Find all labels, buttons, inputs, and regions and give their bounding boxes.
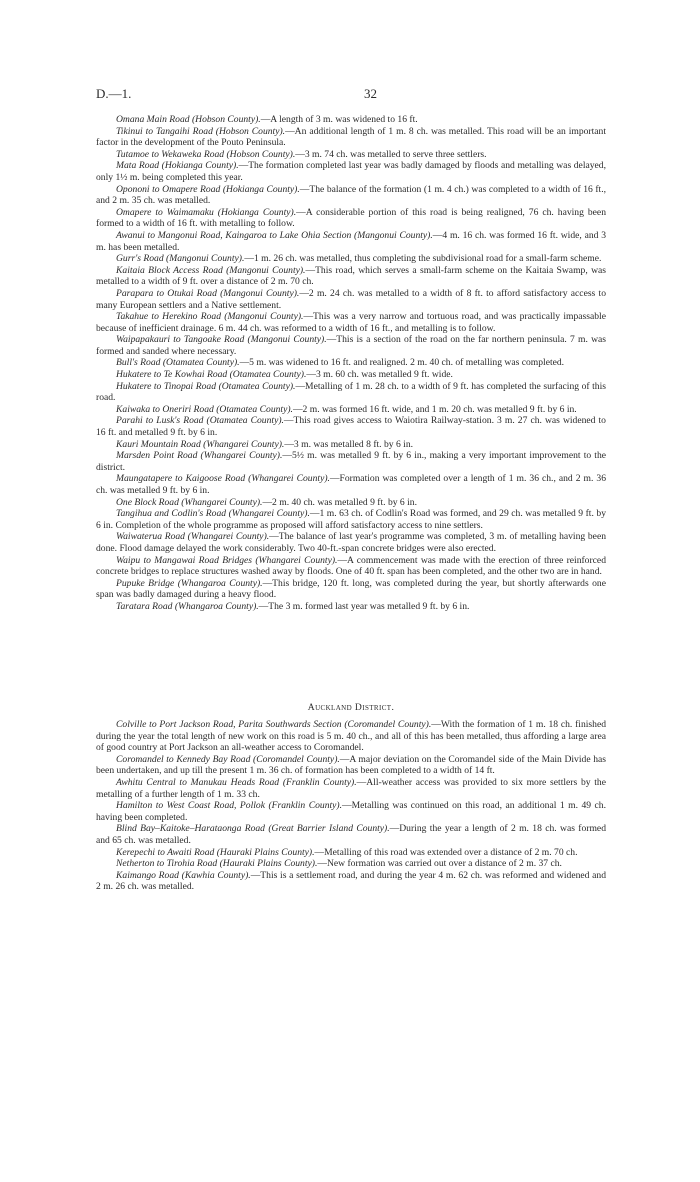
road-paragraph: [96, 311, 606, 334]
road-paragraph: [96, 858, 606, 870]
road-description: —This road gives access to Waiotira Railway-station. 3 m. 27 ch. was widened to 16 ft. and metalled 9 ft. by 6 in.: [96, 415, 606, 439]
road-paragraph: [96, 265, 606, 288]
road-title: Waiwaterua Road (Whangarei County).: [116, 531, 270, 543]
road-description: —3 m. 60 ch. was metalled 9 ft. wide.: [306, 369, 453, 381]
road-title: One Block Road (Whangarei County).: [116, 496, 263, 508]
road-title: Awhitu Central to Manukau Heads Road (Franklin County).: [116, 776, 357, 788]
road-description: —Metalling of this road was extended over a distance of 2 m. 70 ch.: [314, 846, 578, 858]
road-paragraph: [96, 369, 606, 381]
road-paragraph: [96, 555, 606, 578]
road-title: Kaitaia Block Access Road (Mangonui County).: [116, 264, 306, 276]
road-paragraph: [96, 531, 606, 554]
road-description: —This bridge, 120 ft. long, was completed during the year, but shortly afterwards one span was badly damaged during a heavy flood.: [96, 577, 606, 601]
road-paragraph: [96, 508, 606, 531]
auckland-roads-section: [96, 719, 606, 893]
road-description: —This was a very narrow and tortuous road, and was practically impassable because of inefficient drainage. 6 m. 44 ch. was reformed to a width of 16 ft., and metalling is to follow.: [96, 311, 606, 334]
road-paragraph: [96, 253, 606, 265]
road-title: Parahi to Lusk's Road (Otamatea County).: [116, 415, 284, 427]
road-paragraph: [96, 334, 606, 357]
road-title: Parapara to Otukai Road (Mangonui County).: [116, 287, 300, 299]
road-title: Hukatere to Te Kowhai Road (Otamatea County).: [116, 369, 307, 381]
road-title: Tikinui to Tangaihi Road (Hobson County).: [116, 125, 286, 137]
road-title: Kauri Mountain Road (Whangarei County).: [116, 438, 285, 450]
road-paragraph: [96, 847, 606, 859]
road-paragraph: [96, 473, 606, 496]
road-description: —1 m. 26 ch. was metalled, thus completing the subdivisional road for a small-farm scheme.: [244, 253, 602, 265]
road-paragraph: [96, 149, 606, 161]
road-title: Pupuke Bridge (Whangaroa County).: [116, 577, 263, 589]
page-number: 32: [364, 86, 377, 101]
road-title: Opononi to Omapere Road (Hokianga County).: [116, 183, 300, 195]
road-description: —A commencement was made with the erection of three reinforced concrete bridges to replace structures washed away by floods. One of 40 ft. span has been completed, and the other two are in hand.: [96, 554, 606, 578]
road-description: —With the formation of 1 m. 18 ch. finished during the year the total length of new work on this road is 5 m. 40 ch., and all of this has been metalled, thus affording a large area of good country at Port Jackson an all-weather access to Coromandel.: [96, 719, 606, 754]
road-paragraph: [96, 381, 606, 404]
road-description: —1 m. 63 ch. of Codlin's Road was formed, and 29 ch. was metalled 9 ft. by 6 in. Completion of the whole programme as proposed will afford satisfactory access to nine settlers.: [96, 508, 606, 531]
page-header: [96, 86, 606, 102]
road-title: Kerepechi to Awaiti Road (Hauraki Plains County).: [116, 846, 315, 858]
road-description: —The formation completed last year was badly damaged by floods and metalling was delayed, only 1½ m. being completed this year.: [96, 160, 606, 183]
road-description: —This is a section of the road on the far northern peninsula. 7 m. was formed and sanded where necessary.: [96, 334, 606, 357]
road-description: —2 m. was formed 16 ft. wide, and 1 m. 20 ch. was metalled 9 ft. by 6 in.: [292, 403, 577, 415]
road-paragraph: [96, 497, 606, 509]
road-title: Gurr's Road (Mangonui County).: [116, 253, 245, 265]
road-title: Kaimango Road (Kawhia County).: [116, 869, 251, 881]
road-paragraph: [96, 870, 606, 893]
road-paragraph: [96, 754, 606, 777]
road-title: Colville to Port Jackson Road, Parita Southwards Section (Coromandel County).: [116, 719, 432, 730]
road-description: —5 m. was widened to 16 ft. and realigned. 2 m. 40 ch. of metalling was completed.: [239, 357, 565, 369]
road-description: —A considerable portion of this road is being realigned, 76 ch. having been formed to a width of 16 ft. with metalling to follow.: [96, 206, 606, 230]
road-title: Omapere to Waimamaku (Hokianga County).: [116, 206, 297, 218]
road-paragraph: [96, 184, 606, 207]
road-paragraph: [96, 357, 606, 369]
road-paragraph: [96, 160, 606, 183]
road-title: Maungatapere to Kaigoose Road (Whangarei County).: [116, 473, 330, 485]
road-title: Marsden Point Road (Whangarei County).: [116, 450, 283, 462]
road-title: Awanui to Mangonui Road, Kaingaroa to Lake Ohia Section (Mangonui County).: [116, 229, 433, 241]
road-paragraph: [96, 601, 606, 613]
road-title: Hamilton to West Coast Road, Pollok (Franklin County).: [116, 800, 343, 812]
district-heading: Auckland District.: [307, 702, 395, 713]
road-description: —A major deviation on the Coromandel side of the Main Divide has been undertaken, and up till the present 1 m. 36 ch. of formation has been completed to a width of 14 ft.: [96, 753, 607, 777]
road-paragraph: [96, 114, 606, 126]
road-description: —A length of 3 m. was widened to 16 ft.: [260, 114, 418, 125]
road-paragraph: [96, 800, 606, 823]
road-title: Waipapakauri to Tangoake Road (Mangonui County).: [116, 334, 327, 346]
road-description: —Metalling of 1 m. 28 ch. to a width of 9 ft. has completed the surfacing of this road.: [96, 380, 606, 404]
road-description: —Formation was completed over a length of 1 m. 36 ch., and 2 m. 36 ch. was metalled 9 ft. by 6 in.: [96, 473, 606, 496]
road-description: —The balance of the formation (1 m. 4 ch.) was completed to a width of 16 ft., and 2 m. 35 ch. was metalled.: [96, 183, 607, 207]
road-title: Waipu to Mangawai Road Bridges (Whangarei County).: [116, 554, 338, 566]
road-description: —All-weather access was provided to six more settlers by the metalling of a further length of 1 m. 33 ch.: [96, 776, 606, 800]
road-title: Tutamoe to Wekaweka Road (Hobson County).: [116, 148, 296, 160]
road-description: —The 3 m. formed last year was metalled 9 ft. by 6 in.: [258, 600, 470, 612]
road-title: Bull's Road (Otamatea County).: [116, 357, 240, 369]
road-title: Blind Bay–Kaitoke–Harataonga Road (Great Barrier Island County).: [116, 823, 390, 835]
document-reference: D.—1.: [96, 86, 132, 101]
road-title: Taratara Road (Whangaroa County).: [116, 600, 259, 612]
road-paragraph: [96, 719, 606, 754]
road-description: —This is a settlement road, and during the year 4 m. 62 ch. was reformed and widened and 2 m. 26 ch. was metalled.: [96, 869, 606, 893]
road-description: —During the year a length of 2 m. 18 ch. was formed and 65 ch. was metalled.: [96, 823, 606, 846]
northland-roads-section: [96, 114, 606, 613]
road-paragraph: [96, 777, 606, 800]
road-title: Tangihua and Codlin's Road (Whangarei County).: [116, 508, 310, 520]
road-paragraph: [96, 404, 606, 416]
road-description: —3 m. 74 ch. was metalled to serve three settlers.: [295, 148, 487, 160]
road-description: —An additional length of 1 m. 8 ch. was metalled. This road will be an important factor in the development of the Pouto Peninsula.: [96, 125, 607, 149]
road-description: —Metalling was continued on this road, an additional 1 m. 49 ch. having been completed.: [96, 800, 606, 823]
road-title: Omana Main Road (Hobson County).: [116, 114, 261, 125]
road-paragraph: [96, 207, 606, 230]
road-description: —The balance of last year's programme was completed, 3 m. of metalling having been done. Flood damage delayed the work considerably. Two 40-ft.-span concrete bridges were also erected.: [96, 531, 607, 554]
road-paragraph: [96, 450, 606, 473]
road-title: Takahue to Herekino Road (Mangonui County).: [116, 311, 304, 323]
road-title: Mata Road (Hokianga County).: [116, 160, 239, 172]
road-paragraph: [96, 439, 606, 451]
road-paragraph: [96, 823, 606, 846]
road-description: —2 m. 40 ch. was metalled 9 ft. by 6 in.: [262, 496, 417, 508]
road-paragraph: [96, 578, 606, 601]
road-description: —2 m. 24 ch. was metalled to a width of 8 ft. to afford satisfactory access to many European settlers and a Native settlement.: [96, 287, 607, 311]
road-description: —5½ m. was metalled 9 ft. by 6 in., making a very important improvement to the district.: [96, 450, 606, 473]
road-title: Kaiwaka to Oneriri Road (Otamatea County).: [116, 403, 293, 415]
road-description: —3 m. was metalled 8 ft. by 6 in.: [284, 438, 414, 450]
road-paragraph: [96, 230, 606, 253]
road-title: Coromandel to Kennedy Bay Road (Coromandel County).: [116, 753, 340, 765]
road-description: —New formation was carried out over a distance of 2 m. 37 ch.: [317, 858, 562, 870]
road-title: Netherton to Tirohia Road (Hauraki Plains County).: [116, 858, 318, 870]
road-paragraph: [96, 126, 606, 149]
road-description: —4 m. 16 ch. was formed 16 ft. wide, and 3 m. has been metalled.: [96, 229, 606, 253]
road-paragraph: [96, 415, 606, 438]
road-title: Hukatere to Tinopai Road (Otamatea County).: [116, 380, 296, 392]
road-description: —This road, which serves a small-farm scheme on the Kaitaia Swamp, was metalled to a width of 9 ft. over a distance of 2 m. 70 ch.: [96, 264, 606, 288]
road-paragraph: [96, 288, 606, 311]
